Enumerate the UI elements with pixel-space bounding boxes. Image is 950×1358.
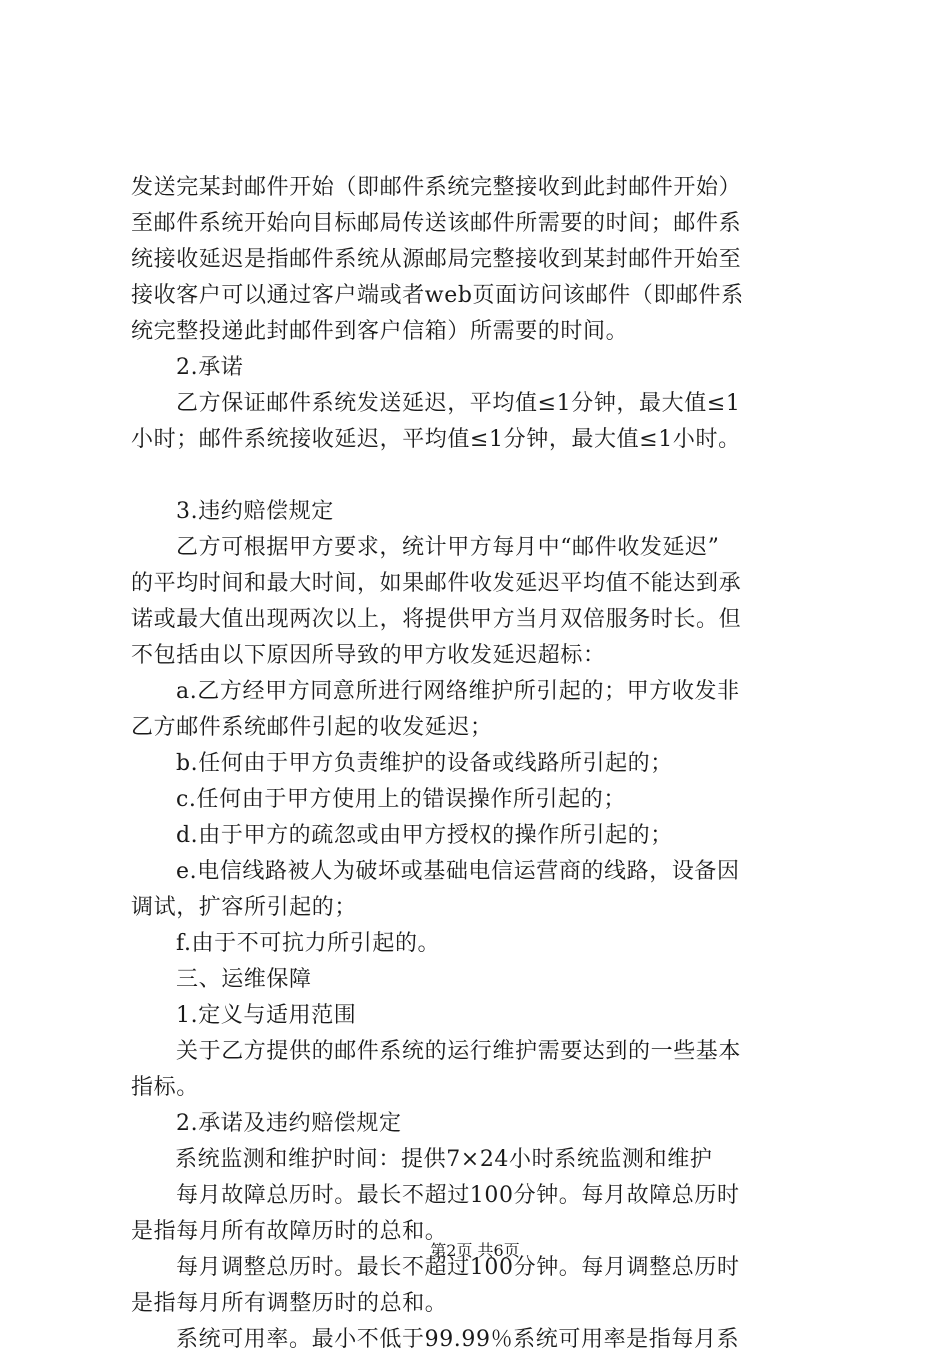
text-line: 至邮件系统开始向目标邮局传送该邮件所需要的时间；邮件系 — [131, 211, 742, 236]
list-item: c.任何由于甲方使用上的错误操作所引起的； — [176, 787, 626, 812]
list-item: a.乙方经甲方同意所进行网络维护所引起的；甲方收发非 — [176, 679, 740, 704]
text-line: 调试，扩容所引起的； — [131, 895, 358, 920]
text-line: 乙方邮件系统邮件引起的收发延迟； — [131, 715, 493, 740]
page-number-footer: 第2页 共6页 — [430, 1241, 520, 1260]
text-line: 指标。 — [131, 1075, 199, 1100]
text-line: 关于乙方提供的邮件系统的运行维护需要达到的一些基本 — [176, 1039, 742, 1064]
text-line: 乙方可根据甲方要求，统计甲方每月中“邮件收发延迟” — [176, 535, 720, 560]
text-line: 是指每月所有调整历时的总和。 — [131, 1291, 448, 1316]
section-heading: 1.定义与适用范围 — [176, 1003, 357, 1028]
list-item: b.任何由于甲方负责维护的设备或线路所引起的； — [176, 751, 673, 776]
text-line: 小时；邮件系统接收延迟，平均值≤1分钟，最大值≤1小时。 — [131, 427, 741, 452]
text-line: 统接收延迟是指邮件系统从源邮局完整接收到某封邮件开始至 — [131, 247, 742, 272]
text-line: 系统监测和维护时间：提供7×24小时系统监测和维护 — [175, 1147, 713, 1172]
section-heading: 三、运维保障 — [176, 967, 312, 992]
document-body — [131, 170, 831, 1358]
text-line: 的平均时间和最大时间，如果邮件收发延迟平均值不能达到承 — [131, 571, 742, 596]
text-line: 系统可用率。最小不低于99.99％系统可用率是指每月系 — [176, 1327, 740, 1352]
text-line: 不包括由以下原因所导致的甲方收发延迟超标： — [131, 643, 606, 668]
list-item: d.由于甲方的疏忽或由甲方授权的操作所引起的； — [176, 823, 673, 848]
text-line: 每月故障总历时。最长不超过100分钟。每月故障总历时 — [176, 1183, 740, 1208]
list-item: e.电信线路被人为破坏或基础电信运营商的线路，设备因 — [176, 859, 740, 884]
blank-line — [131, 458, 831, 494]
text-line: 统完整投递此封邮件到客户信箱）所需要的时间。 — [131, 319, 629, 344]
text-line: 乙方保证邮件系统发送延迟，平均值≤1分钟，最大值≤1 — [176, 391, 741, 416]
list-item: f.由于不可抗力所引起的。 — [176, 931, 441, 956]
text-line: 每月调整总历时。最长不超过100分钟。每月调整总历时 — [176, 1255, 740, 1280]
text-line: 发送完某封邮件开始（即邮件系统完整接收到此封邮件开始） — [131, 175, 742, 200]
text-line: 接收客户可以通过客户端或者web页面访问该邮件（即邮件系 — [131, 283, 744, 308]
text-line: 是指每月所有故障历时的总和。 — [131, 1219, 448, 1244]
section-heading: 2.承诺及违约赔偿规定 — [176, 1111, 402, 1136]
text-line: 诺或最大值出现两次以上，将提供甲方当月双倍服务时长。但 — [131, 607, 742, 632]
section-heading: 2.承诺 — [176, 355, 244, 380]
section-heading: 3.违约赔偿规定 — [176, 499, 334, 524]
